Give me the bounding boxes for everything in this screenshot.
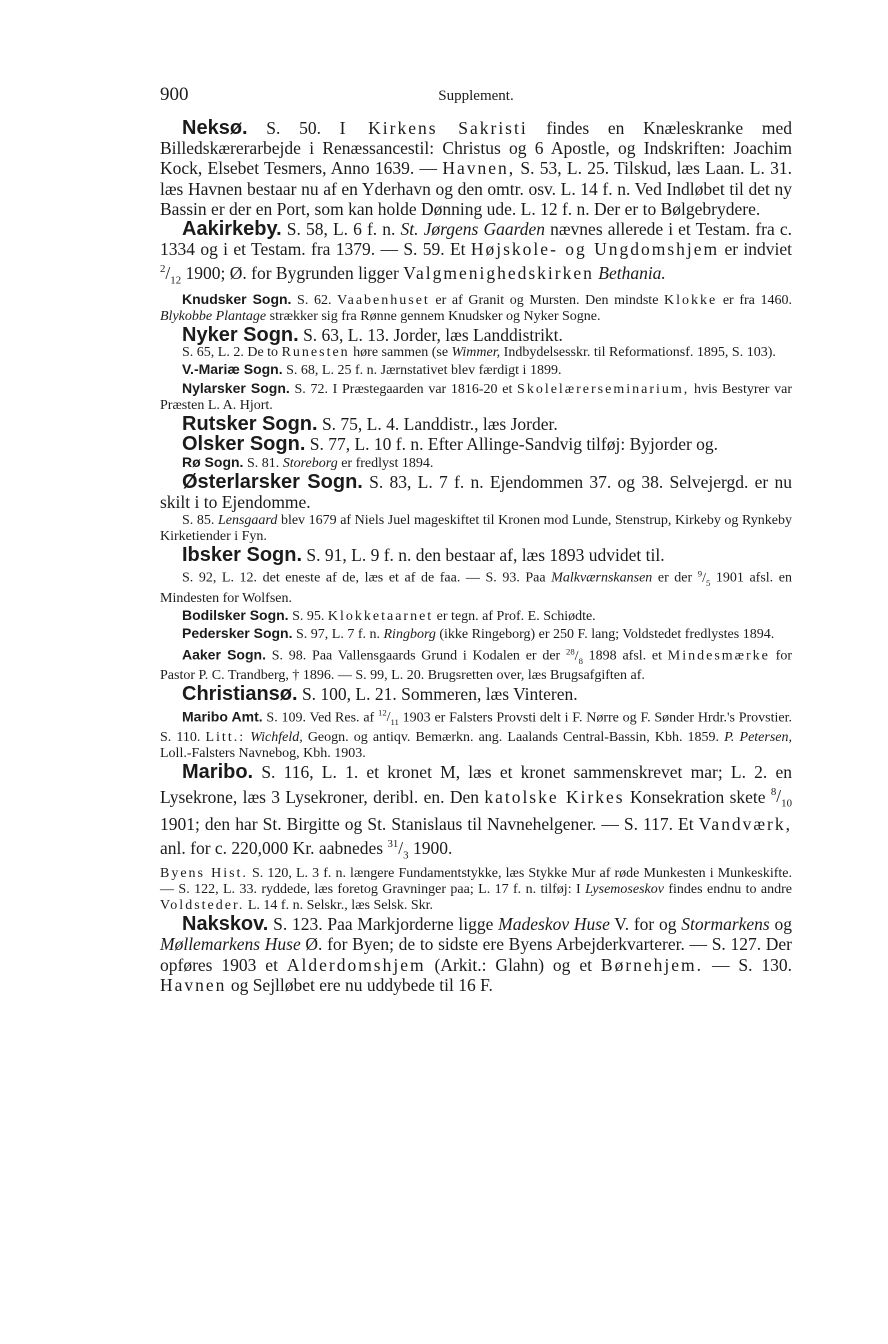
text-run: — S. 130. bbox=[703, 954, 792, 975]
paragraph-aaker bbox=[160, 643, 792, 685]
text-run: 1903 er Falsters Provsti delt i F. Nørre og F. Sønder Hrdr.'s Provstier. S. 110. bbox=[160, 710, 792, 746]
text-run: S. 53, L. 25. Tilskud, læs Laan. L. 31. læs Havnen bestaar nu af en Yderhavn og den omtr. osv. L. 14 f. n. Ved Indløbet til det ny Bassin er der en Port, som kan holde Dønning ude. L. 12 f. n. Der er to Bølgebrydere. bbox=[160, 158, 792, 219]
entry-heading: Knudsker Sogn. bbox=[182, 290, 292, 307]
text-run: og bbox=[769, 914, 793, 935]
entry-heading: V.-Mariæ Sogn. bbox=[182, 361, 283, 378]
document-page bbox=[160, 84, 792, 995]
spaced-text: Byens Hist. bbox=[160, 865, 248, 881]
entry-heading: Rutsker Sogn. bbox=[182, 412, 318, 435]
italic-text: Ringborg bbox=[383, 626, 436, 642]
italic-text: P. Petersen, bbox=[724, 730, 793, 746]
text-run: er tegn. af Prof. E. Schiødte. bbox=[433, 608, 596, 624]
page-header bbox=[160, 84, 792, 108]
text-run: S. 109. Ved Res. af bbox=[262, 710, 378, 726]
paragraph-christianso bbox=[160, 684, 792, 704]
text-run: (ikke Ringeborg) er 250 F. lang; Voldstedet fredlystes 1894. bbox=[435, 626, 775, 642]
paragraph-aakirkeby bbox=[160, 219, 792, 291]
text-run: er der bbox=[652, 570, 698, 586]
entry-heading: Nylarsker Sogn. bbox=[182, 379, 290, 396]
entry-heading: Rø Sogn. bbox=[182, 454, 244, 471]
italic-text: Storeborg bbox=[282, 456, 338, 472]
text-run: S. 75, L. 4. Landdistr., læs Jorder. bbox=[317, 413, 558, 434]
spaced-text: Vandværk, bbox=[698, 814, 792, 835]
text-run: S. 120, L. 3 f. n. længere Fundamentstykke, læs Stykke Mur af røde Munkesten i Munkeskifte. — S. 122, L. 33. ryddede, læs foretog Gravninger paa; L. 17 f. n. tilføj: I bbox=[160, 865, 792, 897]
paragraph-maribo bbox=[160, 762, 792, 865]
entry-heading: Pedersker Sogn. bbox=[182, 624, 293, 641]
text-run: for Pastor P. C. Trandberg, † 1896. — S. 99, L. 20. Brugsretten over, læs Brugsafgiften af. bbox=[160, 648, 792, 684]
text-run: er af Granit og Mursten. Den mindste bbox=[429, 292, 665, 308]
spaced-text: Runesten bbox=[281, 345, 350, 361]
text-run: blev 1679 af Niels Juel mageskiftet til Kronen mod Lunde, Stenstrup, Kirkeby og Rynkeby Kirketiender i Fyn. bbox=[160, 512, 792, 544]
paragraph-maribo2 bbox=[160, 866, 792, 914]
paragraph-nekso bbox=[160, 118, 792, 219]
entry-heading: Aakirkeby. bbox=[182, 218, 282, 241]
spaced-text: Valgmenighedskirken bbox=[403, 263, 594, 284]
paragraph-knudsker bbox=[160, 291, 792, 325]
text-run: Konsekration skete bbox=[624, 786, 771, 807]
spaced-text: Klokke bbox=[664, 292, 718, 308]
text-run: findes endnu to andre bbox=[663, 881, 792, 897]
paragraph-ro bbox=[160, 454, 792, 472]
italic-text: Blykobbe Plantage bbox=[160, 309, 267, 325]
italic-text: St. Jørgens Gaarden bbox=[400, 219, 546, 240]
text-run: anl. for c. 220,000 Kr. aabnedes bbox=[160, 838, 388, 859]
entry-heading: Nyker Sogn. bbox=[182, 324, 299, 347]
spaced-text: Litt.: bbox=[205, 730, 246, 746]
body-text bbox=[160, 118, 792, 995]
text-run: Loll.-Falsters Navnebog, Kbh. 1903. bbox=[160, 746, 366, 762]
paragraph-bodilsker bbox=[160, 607, 792, 625]
entry-heading: Christiansø. bbox=[182, 683, 298, 706]
spaced-text: Skolelærerseminarium, bbox=[517, 381, 690, 397]
entry-heading: Maribo Amt. bbox=[182, 708, 263, 725]
spaced-text: Klokketaarnet bbox=[327, 608, 434, 624]
date-fraction: $^{12}/_{11}$ bbox=[377, 707, 399, 728]
text-run: S. 77, L. 10 f. n. Efter Allinge-Sandvig tilføj: Byjorder og. bbox=[305, 433, 719, 454]
spaced-text: Alderdomshjem bbox=[286, 954, 426, 975]
text-run: L. 14 f. n. Selskr., læs Selsk. Skr. bbox=[244, 898, 433, 914]
entry-heading: Aaker Sogn. bbox=[182, 646, 266, 663]
paragraph-nakskov bbox=[160, 914, 792, 995]
text-run: S. 58, L. 6 f. n. bbox=[281, 219, 401, 240]
paragraph-olsker bbox=[160, 434, 792, 454]
text-run: 1898 afsl. et bbox=[582, 648, 668, 664]
text-run: hvis Bestyrer var Præsten L. A. Hjort. bbox=[160, 381, 792, 413]
entry-heading: Nakskov. bbox=[182, 913, 269, 936]
text-run: S. 85. bbox=[182, 512, 218, 528]
text-run: Indbydelsesskr. til Reformationsf. 1895, S. 103). bbox=[500, 345, 776, 361]
paragraph-vmarie bbox=[160, 361, 792, 379]
text-run: S. 83, L. 7 f. n. Ejendommen 37. og 38. Selvejergd. er nu skilt i to Ejendomme. bbox=[160, 472, 792, 513]
paragraph-pedersker bbox=[160, 625, 792, 643]
text-run: S. 50. bbox=[247, 118, 340, 138]
paragraph-maribo-amt bbox=[160, 705, 792, 763]
text-run: S. 65, L. 2. De to bbox=[182, 345, 282, 361]
spaced-text: Voldsteder. bbox=[160, 898, 245, 914]
entry-heading: Østerlarsker Sogn. bbox=[182, 471, 363, 494]
text-run: S. 95. bbox=[288, 608, 328, 624]
text-run: (Arkit.: Glahn) og et bbox=[425, 954, 601, 975]
italic-text: Lensgaard bbox=[217, 512, 278, 528]
text-run: S. 92, L. 12. det eneste af de, læs et af de faa. — S. 93. Paa bbox=[182, 570, 552, 586]
text-run: Geogn. og antiqv. Bemærkn. ang. Laalands Central-Bassin, Kbh. 1859. bbox=[302, 730, 725, 746]
italic-text: Stormarkens bbox=[681, 914, 770, 935]
italic-text: Malkværnskansen bbox=[551, 570, 653, 586]
text-run: findes en Knæleskranke med Billedskærerarbejde i Renæssancestil: Christus og 6 Apostle, og Indskriften: Joachim Kock, Elsebet Tesmers, Anno 1639. — bbox=[160, 118, 793, 179]
paragraph-rutsker bbox=[160, 414, 792, 434]
text-run: V. for og bbox=[609, 914, 682, 935]
text-run: S. 97, L. 7 f. n. bbox=[292, 626, 384, 642]
paragraph-nylarsker bbox=[160, 380, 792, 414]
italic-text: Wichfeld, bbox=[250, 730, 303, 746]
date-fraction: $^2/_{12}$ bbox=[160, 263, 182, 287]
entry-heading: Ibsker Sogn. bbox=[182, 543, 303, 566]
text-run: S. 123. Paa Markjorderne ligge bbox=[268, 914, 499, 935]
text-run: 1901; den har St. Birgitte og St. Stanislaus til Navnehelgener. — S. 117. Et bbox=[160, 814, 699, 835]
spaced-text: Mindesmærke bbox=[667, 648, 770, 664]
text-run: S. 98. Paa Vallensgaards Grund i Kodalen er der bbox=[265, 648, 566, 664]
text-run: S. 100, L. 21. Sommeren, læs Vinteren. bbox=[297, 684, 578, 705]
text-run: 1900; Ø. for Bygrunden ligger bbox=[181, 263, 404, 284]
spaced-text: Højskole- og Ungdomshjem bbox=[470, 239, 720, 260]
text-run: 1901 afsl. en Mindesten for Wolfsen. bbox=[160, 570, 792, 606]
italic-text: Madeskov Huse bbox=[498, 914, 610, 935]
spaced-text: I Kirkens Sakristi bbox=[339, 118, 528, 138]
spaced-text: katolske Kirkes bbox=[484, 786, 625, 807]
italic-text: Wimmer, bbox=[451, 345, 501, 361]
paragraph-ibsker2 bbox=[160, 565, 792, 607]
text-run: S. 72. I Præstegaarden var 1816-20 et bbox=[289, 381, 518, 397]
italic-text: Møllemarkens Huse bbox=[160, 934, 301, 955]
spaced-text: Børnehjem. bbox=[600, 954, 704, 975]
text-run: er fra 1460. bbox=[717, 292, 792, 308]
entry-heading: Bodilsker Sogn. bbox=[182, 606, 289, 623]
text-run: høre sammen (se bbox=[349, 345, 452, 361]
text-run: er indviet bbox=[719, 239, 792, 260]
running-title: Supplement. bbox=[438, 88, 514, 104]
paragraph-ibsker bbox=[160, 545, 792, 565]
paragraph-osterlarsker2 bbox=[160, 513, 792, 545]
spaced-text: Havnen bbox=[160, 974, 227, 995]
text-run: S. 91, L. 9 f. n. den bestaar af, læs 1893 udvidet til. bbox=[302, 544, 665, 565]
paragraph-osterlarsker bbox=[160, 472, 792, 512]
text-run: S. 81. bbox=[243, 456, 283, 472]
paragraph-nyker bbox=[160, 325, 792, 345]
italic-text: Lysemoseskov bbox=[585, 881, 664, 897]
text-run: S. 62. bbox=[291, 292, 338, 308]
spaced-text: Havnen, bbox=[442, 158, 516, 179]
date-fraction: $^9/_5$ bbox=[697, 568, 711, 588]
text-run: strækker sig fra Rønne gennem Knudsker og Nyker Sogne. bbox=[266, 309, 601, 325]
text-run: S. 63, L. 13. Jorder, læs Landdistrikt. bbox=[298, 325, 563, 346]
text-run: er fredlyst 1894. bbox=[337, 456, 434, 472]
text-run: og Sejlløbet ere nu uddybede til 16 F. bbox=[226, 974, 493, 995]
text-run: nævnes allerede i et Testam. fra c. 1334 og i et Testam. fra 1379. — S. 59. Et bbox=[160, 219, 793, 260]
italic-text: Bethania. bbox=[598, 263, 666, 284]
date-fraction: $^{31}/_3$ bbox=[387, 838, 409, 862]
entry-heading: Maribo. bbox=[182, 761, 254, 784]
entry-heading: Neksø. bbox=[182, 117, 248, 139]
page-number: 900 bbox=[160, 84, 189, 105]
paragraph-nyker2 bbox=[160, 345, 792, 361]
text-run: Ø. for Byen; de to sidste ere Byens Arbejderkvarterer. — S. 127. Der opføres 1903 et bbox=[160, 934, 792, 975]
date-fraction: $^8/_{10}$ bbox=[770, 786, 792, 810]
text-run: 1900. bbox=[408, 838, 453, 859]
date-fraction: $^{28}/_8$ bbox=[566, 645, 583, 666]
spaced-text: Vaabenhuset bbox=[337, 292, 430, 308]
entry-heading: Olsker Sogn. bbox=[182, 432, 306, 455]
text-run: S. 116, L. 1. et kronet M, læs et kronet sammenskrevet mar; L. 2. en Lysekrone, læs 3 Lysekroner, deribl. en. Den bbox=[160, 762, 792, 807]
text-run: S. 68, L. 25 f. n. Jærnstativet blev færdigt i 1899. bbox=[282, 363, 562, 379]
